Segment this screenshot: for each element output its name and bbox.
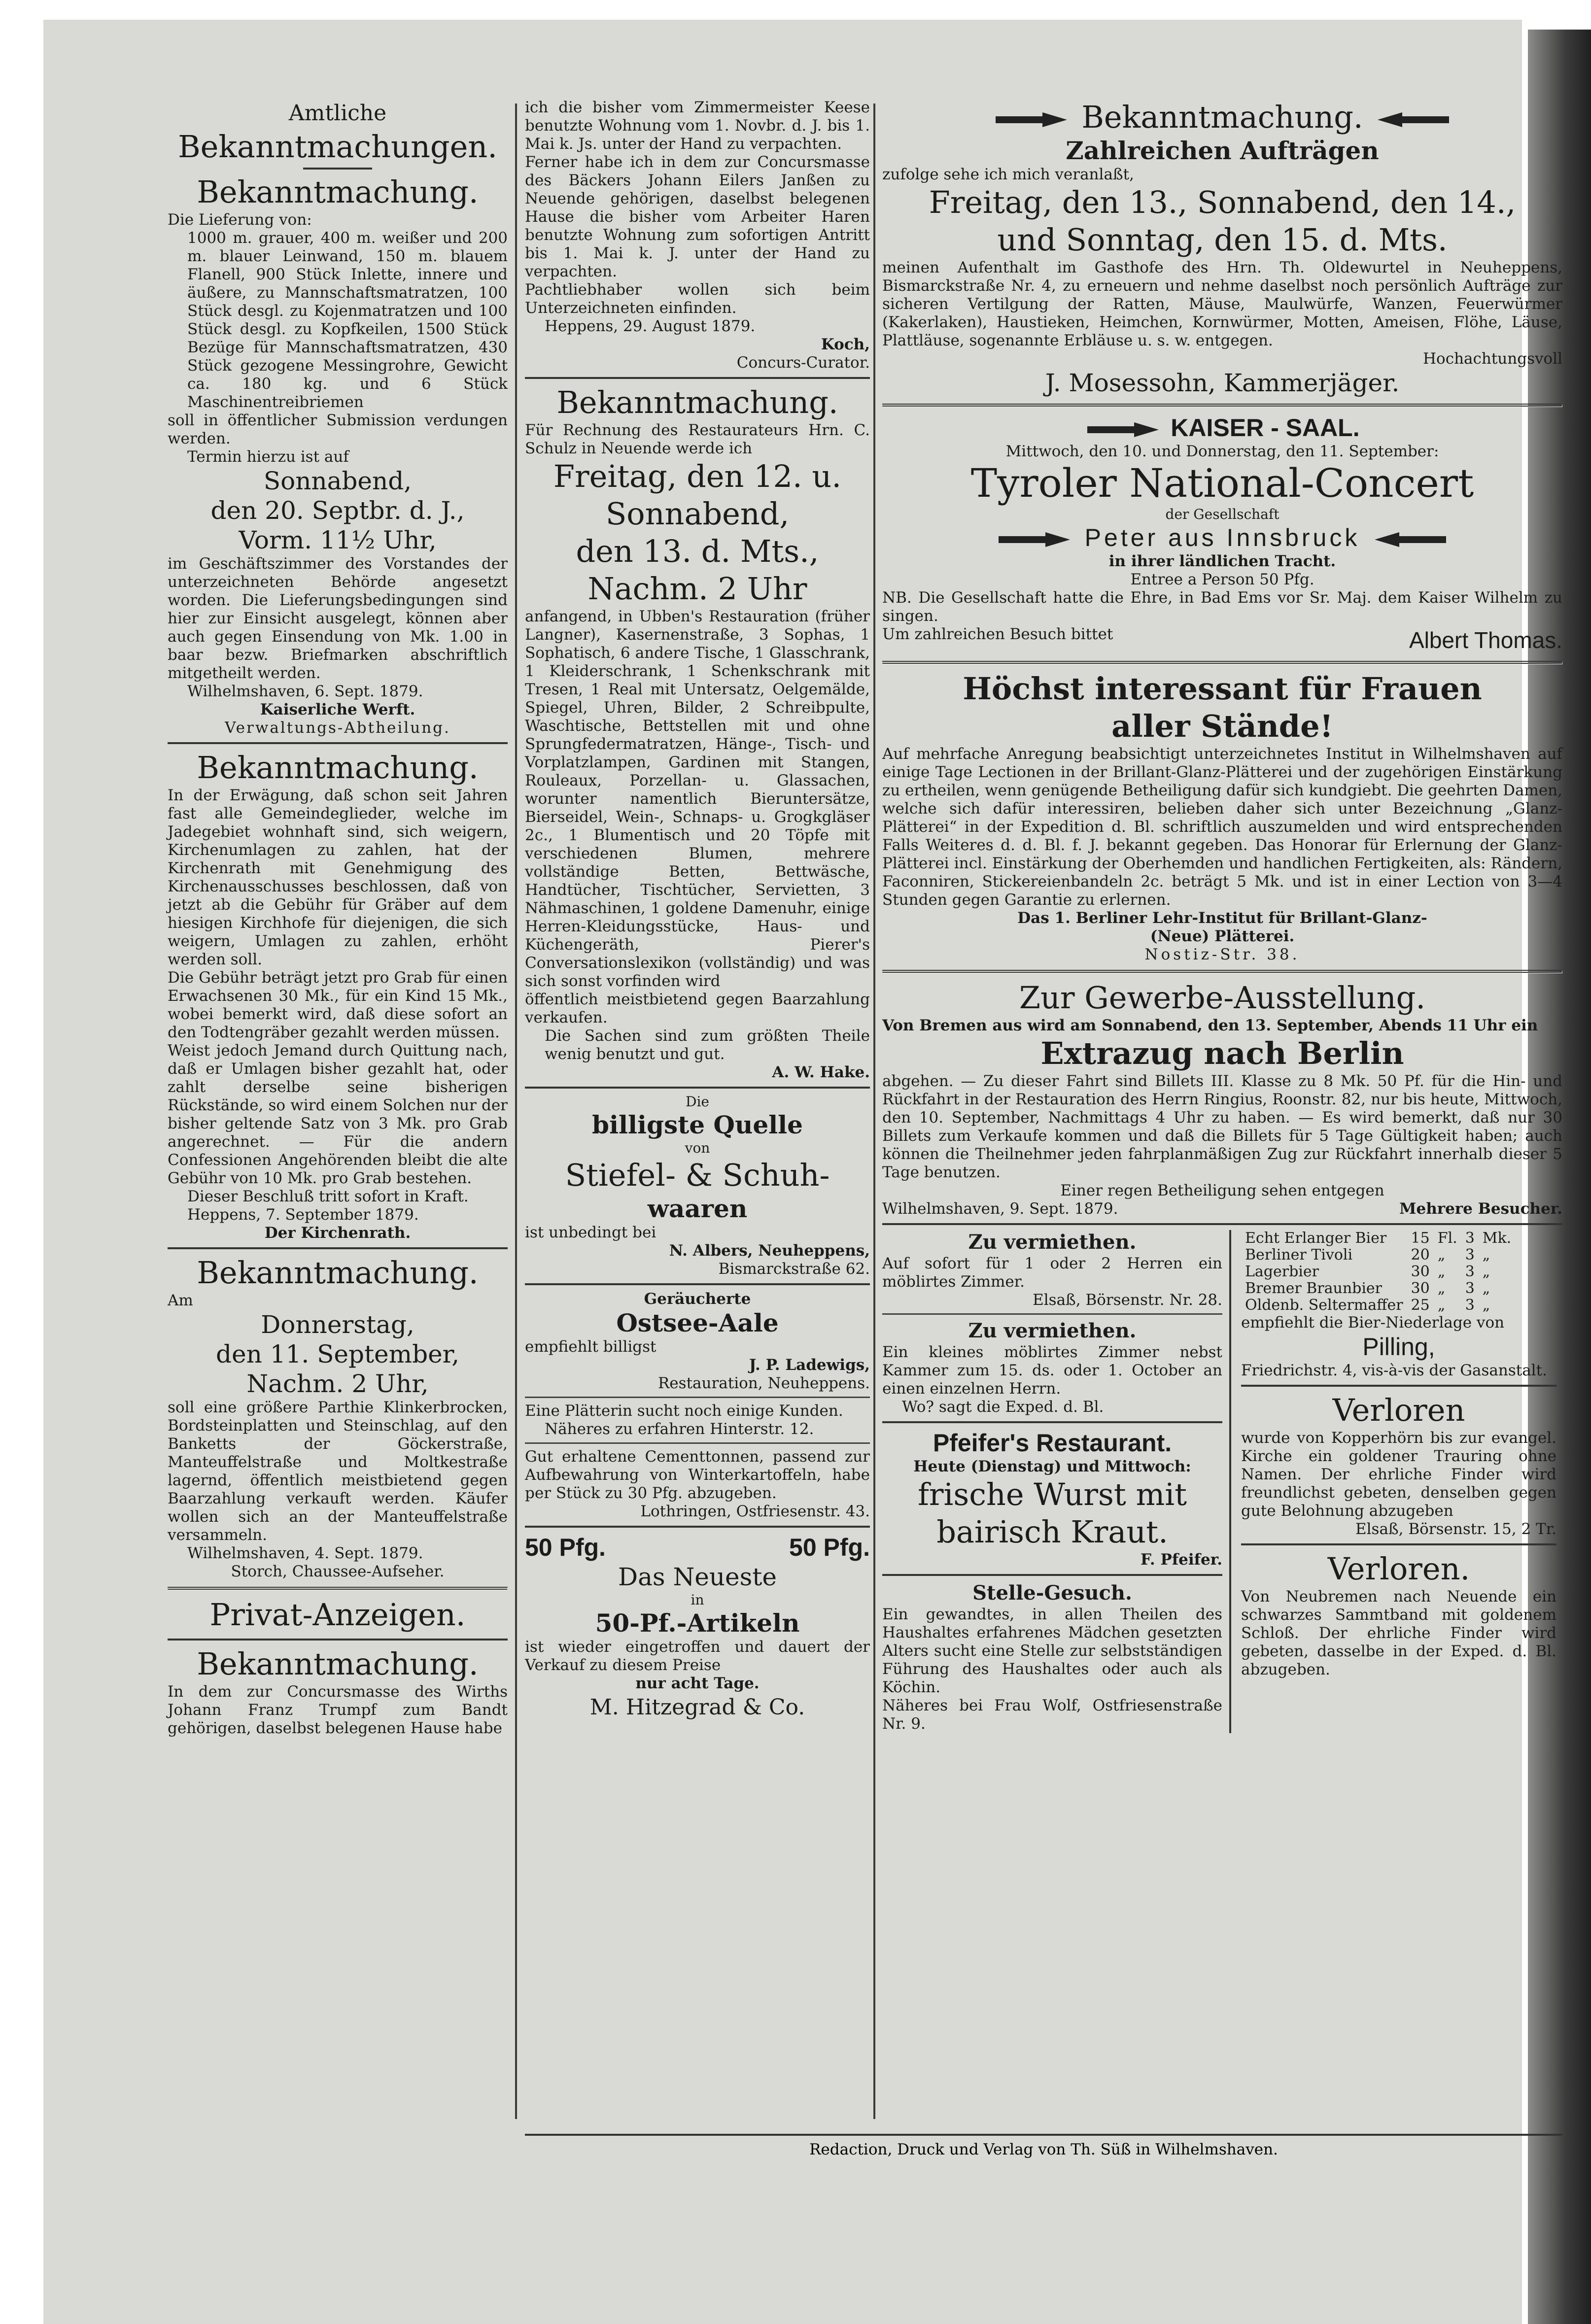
notice-date: den 11. September, <box>216 1340 459 1368</box>
beer-cur: „ <box>1482 1297 1490 1314</box>
ad-signature: Mehrere Besucher. <box>1399 1200 1562 1218</box>
notice-signature: Koch, <box>821 336 870 353</box>
ad-title: Zu vermiethen. <box>968 1230 1137 1254</box>
ad-text: Die <box>686 1094 709 1110</box>
beer-cur: „ <box>1482 1246 1490 1264</box>
beer-row <box>1241 1264 1515 1280</box>
ad-signature: N. Albers, Neuheppens, <box>669 1242 870 1260</box>
notice-text: öffentlich meistbietend gegen Baarzahlung verkaufen. <box>525 991 870 1026</box>
ad-text: von <box>685 1140 710 1156</box>
ad-text: Ein kleines möblirtes Zimmer nebst Kammer zum 15. ds. oder 1. October an einen einzelnen Herrn. <box>882 1343 1222 1398</box>
notice-date: den 20. Septbr. d. J., <box>210 496 465 525</box>
column-1 <box>168 99 508 1738</box>
ad-text: Entree a Person 50 Pfg. <box>1130 571 1314 588</box>
ad-headline: Peter aus Innsbruck <box>1084 524 1360 551</box>
ad-text: Auf sofort für 1 oder 2 Herren ein möblirtes Zimmer. <box>882 1255 1222 1291</box>
pointing-hand-right-icon <box>996 527 1075 552</box>
ad-shoes <box>525 1094 870 1278</box>
classifieds-right <box>1241 1230 1556 1733</box>
ad-headline: billigste Quelle <box>592 1110 803 1139</box>
ad-lost-band <box>1241 1550 1556 1679</box>
beer-unit: „ <box>1437 1263 1446 1280</box>
notice-text: Für Rechnung des Restaurateurs Hrn. C. Schulz in Neuende werde ich <box>525 421 870 457</box>
divider <box>882 1313 1222 1315</box>
beer-qty: 25 <box>1411 1297 1430 1314</box>
notice-date: den 13. d. Mts., <box>576 533 819 569</box>
notice-text: Die Sachen sind zum größten Theile wenig benutzt und gut. <box>545 1027 870 1063</box>
ad-signature: Elsaß, Börsenstr. Nr. 28. <box>1033 1291 1222 1309</box>
ad-title-row <box>882 413 1562 443</box>
beer-unit: „ <box>1437 1297 1446 1314</box>
ad-signature: Albert Thomas. <box>1409 627 1562 653</box>
heading-large: Bekanntmachungen. <box>178 129 497 165</box>
divider <box>882 1421 1222 1423</box>
ad-rent-2 <box>882 1319 1222 1416</box>
pointing-hand-right-icon <box>1085 417 1164 442</box>
ad-ironing-institute <box>882 670 1562 964</box>
ad-headline: Höchst interessant für Frauen <box>963 671 1482 707</box>
notice-auction <box>525 384 870 1082</box>
notice-concurs-cont <box>525 99 870 372</box>
ad-text: ist unbedingt bei <box>525 1224 657 1241</box>
notice-text: In dem zur Concursmasse des Wirths Johann Franz Trumpf zum Bandt gehörigen, daselbst belegenen Hause habe <box>168 1683 508 1737</box>
notice-date: Nachm. 2 Uhr <box>588 571 807 607</box>
ad-headline: Das Neueste <box>618 1563 777 1591</box>
divider <box>882 1574 1222 1576</box>
beer-price: 3 <box>1465 1297 1475 1314</box>
ad-text: Um zahlreichen Besuch bittet <box>882 625 1113 643</box>
beer-qty: 20 <box>1411 1246 1430 1264</box>
beer-cur: „ <box>1482 1263 1490 1280</box>
ad-title: Stelle-Gesuch. <box>972 1581 1132 1605</box>
beer-qty: 30 <box>1411 1263 1430 1280</box>
notice-date: Vorm. 11½ Uhr, <box>239 526 437 554</box>
ad-text: Näheres bei Frau Wolf, Ostfriesenstraße Nr. 9. <box>882 1697 1222 1733</box>
divider <box>525 1397 870 1398</box>
ad-headline: Extrazug nach Berlin <box>1040 1035 1404 1071</box>
ad-text: Wo? sagt die Exped. d. Bl. <box>902 1398 1104 1416</box>
ad-barrels <box>525 1448 870 1521</box>
notice-title: Bekanntmachung. <box>556 384 838 420</box>
notice-text: Die Lieferung von: <box>168 211 312 229</box>
ad-signature: J. P. Ladewigs, <box>749 1356 870 1374</box>
ad-nb <box>882 589 1562 625</box>
ad-signature: M. Hitzegrad & Co. <box>589 1695 805 1720</box>
classifieds-left <box>882 1230 1231 1733</box>
beer-price: 3 <box>1465 1230 1475 1247</box>
beer-price-table <box>1241 1230 1515 1314</box>
divider <box>882 970 1562 973</box>
classifieds-row <box>882 1230 1562 1733</box>
notice-text: Dieser Beschluß tritt sofort in Kraft. <box>187 1188 469 1205</box>
nb-text: Die Gesellschaft hatte die Ehre, in Bad Ems vor Sr. Maj. dem Kaiser Wilhelm zu singen. <box>882 589 1563 625</box>
ad-text: wurde von Kopperhörn bis zur evangel. Kirche ein goldener Trauring ohne Namen. Der ehrliche Finder wird freundlichst gebeten, denselben gegen gute Belohnung abzugeben <box>1241 1429 1556 1520</box>
notice-signature: Kaiserliche Werft. <box>260 701 415 718</box>
beer-row <box>1241 1280 1515 1297</box>
price-left: 50 Pfg. <box>525 1534 606 1561</box>
beer-cur: Mk. <box>1482 1230 1512 1247</box>
beer-unit: „ <box>1437 1246 1446 1264</box>
ad-text: Eine Plätterin sucht noch einige Kunden. <box>525 1402 843 1420</box>
notice-date: Freitag, den 12. u. <box>553 458 842 494</box>
ad-text: Näheres zu erfahren Hinterstr. 12. <box>545 1420 814 1438</box>
ad-text: nur acht Tage. <box>635 1675 760 1692</box>
beer-name: Oldenb. Seltermaffer <box>1245 1297 1403 1314</box>
beer-price: 3 <box>1465 1280 1475 1297</box>
ad-text: Von Neubremen nach Neuende ein schwarzes Sammtband mit goldenem Schloß. Der ehrliche Finder wird gebeten, dasselbe in der Exped. d. Bl. abzugeben. <box>1241 1588 1556 1678</box>
notice-concurs <box>168 1645 508 1738</box>
beer-row <box>1241 1297 1515 1314</box>
ad-signature: Restauration, Neuheppens. <box>657 1374 870 1392</box>
beer-name: Berliner Tivoli <box>1245 1246 1353 1264</box>
nb-label: NB. <box>882 589 912 607</box>
ad-headline: 50-Pf.-Artikeln <box>595 1608 800 1638</box>
notice-text: In der Erwägung, daß schon seit Jahren fast alle Gemeindeglieder, welche im Jadegebiet wohnhaft sind, sich weigern, Kirchenumlagen zu zahlen, hat der Kirchenrath mit Genehmigung des Kirchenausschusses beschlossen, daß von jetzt ab die Gebühr für Gräber auf dem hiesigen Kirchhofe für diejenigen, die sich weigern, Umlagen zu zahlen, erhöht werden soll. <box>168 786 508 968</box>
beer-qty: 30 <box>1411 1280 1430 1297</box>
ad-title-row <box>882 99 1562 136</box>
ad-text: in ihrer ländlichen Tracht. <box>1108 552 1336 570</box>
notice-title: Bekanntmachung. <box>197 1255 479 1291</box>
notice-date: Donnerstag, <box>261 1310 415 1339</box>
ad-text: in <box>691 1592 704 1608</box>
notice-text: im Geschäftszimmer des Vorstandes der unterzeichneten Behörde angesetzt worden. Die Lieferungsbedingungen sind hier zur Einsicht ausgelegt, können aber auch gegen Einsendung von Mk. 1.00 in baar bezw. Briefmarken abschriftlich mitgetheilt werden. <box>168 555 508 682</box>
divider <box>168 742 508 744</box>
divider <box>525 377 870 379</box>
ad-title: Bekanntmachung. <box>1081 99 1363 135</box>
column-rule <box>515 103 517 2119</box>
notice-signature: Der Kirchenrath. <box>264 1224 411 1242</box>
notice-place: Wilhelmshaven, 4. Sept. 1879. <box>187 1544 423 1562</box>
ad-signature: Lothringen, Ostfriesenstr. 43. <box>640 1503 870 1520</box>
ad-text: Auf mehrfache Anregung beabsichtigt unterzeichnetes Institut in Wilhelmshaven auf einige Tage Lectionen in der Brillant-Glanz-Plätterei und der zugehörigen Einstärkung zu ertheilen, wenn genügende Betheiligung dafür sich kundgiebt. Die geehrten Damen, welche sich dafür interessiren, belieben daher sich unter Bezeichnung „Glanz-Plätterei“ in der Expedition d. Bl. schriftlich auszumelden und wird entsprechenden Falls Weiteres d. d. Bl. f. J. bekannt gegeben. Das Honorar für Erlernung der Glanz-Plätterei incl. Einstärkung der Oberhemden und handlichen Fertigkeiten, als: Rändern, Faconniren, Stickereienbandeln 2c. beträgt 5 Mk. und ist in einer Lection von 3—4 Stunden gegen Garantie zu erlernen. <box>882 745 1562 909</box>
beer-name: Echt Erlanger Bier <box>1245 1230 1387 1247</box>
ad-headline-row <box>882 523 1562 552</box>
notice-text: ich die bisher vom Zimmermeister Keese benutzte Wohnung vom 1. Novbr. d. J. bis 1. Mai k. Js. unter der Hand zu verpachten. <box>525 99 870 153</box>
ad-title: Zur Gewerbe-Ausstellung. <box>1019 980 1426 1016</box>
notice-place: Heppens, 7. September 1879. <box>187 1206 419 1224</box>
ad-headline: aller Stände! <box>1111 708 1333 744</box>
ad-text: Mittwoch, den 10. und Donnerstag, den 11. September: <box>1005 443 1439 460</box>
notice-date: Sonnabend, <box>263 467 412 495</box>
ad-text: Friedrichstr. 4, vis-à-vis der Gasanstalt. <box>1241 1362 1547 1379</box>
notice-place: Heppens, 29. August 1879. <box>545 317 756 335</box>
notice-signature: A. W. Hake. <box>772 1063 870 1081</box>
ad-text: Heute (Dienstag) und Mittwoch: <box>913 1458 1191 1475</box>
ad-place: Wilhelmshaven, 9. Sept. 1879. <box>882 1200 1118 1218</box>
divider <box>168 1639 508 1640</box>
ad-headline: Tyroler National-Concert <box>970 460 1474 506</box>
notice-text: Am <box>168 1292 193 1309</box>
ad-text: ist wieder eingetroffen und dauert der Verkauf zu diesem Preise <box>525 1638 870 1674</box>
ad-text: Ein gewandtes, in allen Theilen des Haushaltes erfahrenes Mädchen gesetzten Alters sucht eine Stelle zur selbstständigen Führung des Haushaltes oder auch als Köchin. <box>882 1606 1222 1696</box>
beer-row <box>1241 1247 1515 1264</box>
price-right: 50 Pfg. <box>789 1534 870 1561</box>
ad-text: abgehen. — Zu dieser Fahrt sind Billets III. Klasse zu 8 Mk. 50 Pf. für die Hin- und Rückfahrt in der Restauration des Herrn Ringius, Roonstr. 82, nur bis heute, Mittwoch, den 10. September, Nachmittags 4 Uhr zu haben. — Es wird bemerkt, daß nur 30 Billets zum Verkaufe kommen und daß die Billets für 5 Tage Gültigkeit haben; auch können die Theilnehmer jeden fahrplanmäßigen Zug zur Rückfahrt innerhalb dieser 5 Tage benutzen. <box>882 1072 1562 1181</box>
notice-text: Termin hierzu ist auf <box>187 448 349 466</box>
ad-signature-row <box>882 625 1562 655</box>
ad-headline: Stiefel- & Schuh- <box>565 1157 830 1193</box>
footer-imprint: Redaction, Druck und Verlag von Th. Süß in Wilhelmshaven. <box>809 2141 1278 2158</box>
notice-title: Bekanntmachung. <box>197 750 479 786</box>
ad-date: Freitag, den 13., Sonnabend, den 14., <box>929 184 1516 220</box>
notice-text: Die Gebühr beträgt jetzt pro Grab für einen Erwachsenen 30 Mk., für ein Kind 15 Mk., wobei bemerkt wird, daß diese sofort an den Todtengräber gezahlt werden müssen. <box>168 969 508 1041</box>
ad-signature: Elsaß, Börsenstr. 15, 2 Tr. <box>1355 1520 1556 1538</box>
notice-title: Bekanntmachung. <box>197 174 479 210</box>
beer-cur: „ <box>1482 1280 1490 1297</box>
notice-delivery <box>168 173 508 737</box>
ad-job <box>882 1581 1222 1733</box>
ad-title: Verloren <box>1332 1392 1465 1428</box>
ad-title: Pfeifer's Restaurant. <box>933 1429 1172 1457</box>
ad-headline: Ostsee-Aale <box>616 1308 779 1337</box>
ad-text: Hochachtungsvoll <box>1423 350 1562 368</box>
ad-signature-row <box>882 1200 1562 1218</box>
notice-sale <box>168 1254 508 1581</box>
section-heading: Privat-Anzeigen. <box>209 1597 466 1633</box>
beer-name: Bremer Braunbier <box>1245 1280 1383 1297</box>
notice-text: Pachtliebhaber wollen sich beim Unterzeichneten einfinden. <box>525 281 870 317</box>
pointing-hand-left-icon <box>1373 107 1452 132</box>
notice-text: Ferner habe ich in dem zur Concursmasse des Bäckers Johann Eilers Janßen zu Neuende gehörigen, daselbst belegenen Hause die bisher vom Arbeiter Haren benutzte Wohnung zum sofortigen Antritt bis 1. Mai k. J. unter der Hand zu verpachten. <box>525 153 870 280</box>
ad-signature: Pilling, <box>1362 1333 1435 1361</box>
divider <box>882 404 1562 407</box>
beer-row <box>1241 1230 1515 1247</box>
ad-signature: F. Pfeifer. <box>1141 1551 1222 1569</box>
beer-unit: „ <box>1437 1280 1446 1297</box>
divider <box>168 1587 508 1590</box>
ad-signature: (Neue) Plätterei. <box>1150 927 1295 945</box>
ad-text: meinen Aufenthalt im Gasthofe des Hrn. Th. Oldewurtel in Neuheppens, Bismarckstraße Nr. 4, zu erneuern und nehme daselbst noch persönlich Aufträge zur sicheren Vertilgung der Ratten, Mäuse, Maulwürfe, Wanzen, Feuerwürmer (Kakerlaken), Haustieken, Heimchen, Kornwürmer, Motten, Ameisen, Flöhe, Läuse, Plattläuse, sogenannte Erbläuse u. s. w. entgegen. <box>882 259 1562 349</box>
column-3 <box>882 99 1562 1733</box>
ad-headline: Zahlreichen Aufträgen <box>1066 136 1379 165</box>
ad-text: Einer regen Betheiligung sehen entgegen <box>1060 1182 1384 1199</box>
notice-text: soll in öffentlicher Submission verdungen werden. <box>168 411 508 447</box>
notice-text: anfangend, in Ubben's Restauration (früher Langner), Kasernenstraße, 3 Sophas, 1 Sophatisch, 6 andere Tische, 1 Glasschrank, 1 Kleiderschrank, 1 Schenkschrank mit Tresen, 1 Real mit Untersatz, Oelgemälde, Spiegel, Uhren, Bilder, 2 Schreibpulte, Waschtische, Bettstellen mit und ohne Sprungfedermatratzen, Hänge-, Tisch- und Vorplatzlampen, Gardinen mit Stangen, Rouleaux, Porzellan- u. Glassachen, worunter namentlich Bieruntersätze, Bierseidel, Wein-, Schnaps- u. Grogkgläser 2c., 1 Blumentisch und 20 Töpfe mit verschiedenen Blumen, mehrere vollständige Betten, Bettwäsche, Handtücher, Tischtücher, Servietten, 3 Nähmaschinen, 1 goldene Damenuhr, einige Herren-Kleidungsstücke, Haus- und Küchengeräth, Pierer's Conversationslexikon (vollständig) und was sich sonst vorfinden wird <box>525 608 870 990</box>
notice-signature: Storch, Chaussee-Aufseher. <box>231 1563 445 1580</box>
ad-lost-ring <box>1241 1392 1556 1538</box>
column-rule <box>873 103 875 2119</box>
column-2 <box>525 99 870 1722</box>
ad-exterminator <box>882 99 1562 398</box>
ad-signature: Bismarckstraße 62. <box>718 1260 870 1278</box>
divider <box>525 1526 870 1528</box>
beer-price: 3 <box>1465 1246 1475 1264</box>
divider <box>1241 1385 1556 1387</box>
ad-signature: J. Mosessohn, Kammerjäger. <box>1045 369 1400 397</box>
ad-text: zufolge sehe ich mich veranlaßt, <box>882 166 1134 183</box>
pointing-hand-right-icon <box>993 107 1072 132</box>
divider <box>525 1442 870 1444</box>
notice-text: 1000 m. grauer, 400 m. weißer und 200 m. blauer Leinwand, 150 m. blauem Flanell, 900 Stück Inlette, innere und äußere, zu Mannschaftsmatratzen, 100 Stück desgl. zu Kojenmatratzen und 100 Stück desgl. zu Kopfkeilen, 1500 Stück Bezüge für Mannschaftsmatratzen, 430 Stück gezogene Messingrohre, Gewicht ca. 180 kg. und 6 Stück Maschinentreibriemen <box>187 229 508 411</box>
ad-rent-1 <box>882 1230 1222 1309</box>
ad-headline: bairisch Kraut. <box>936 1514 1168 1550</box>
divider <box>882 1223 1562 1225</box>
ad-beer <box>1241 1230 1556 1380</box>
ad-text: Von Bremen aus wird am Sonnabend, den 13. September, Abends 11 Uhr ein <box>882 1017 1538 1034</box>
ad-headline: waaren <box>647 1194 748 1223</box>
ad-signature: Das 1. Berliner Lehr-Institut für Brillant-Glanz- <box>1017 909 1427 927</box>
ad-eels <box>525 1290 870 1393</box>
ad-text: empfiehlt billigst <box>525 1338 657 1356</box>
ad-concert <box>882 413 1562 655</box>
price-row <box>525 1533 870 1562</box>
divider <box>168 1247 508 1249</box>
ad-50pf <box>525 1533 870 1722</box>
notice-signature: Verwaltungs-Abtheilung. <box>225 719 450 737</box>
ad-text: empfiehlt die Bier-Niederlage von <box>1241 1314 1505 1332</box>
ad-text: Gut erhaltene Cementtonnen, passend zur Aufbewahrung von Winterkartoffeln, habe per Stück zu 30 Pfg. abzugeben. <box>525 1448 870 1502</box>
ad-ironer <box>525 1402 870 1438</box>
notice-text: Weist jedoch Jemand durch Quittung nach, daß er Umlagen bisher gezahlt hat, oder zahlt derselbe seine bisherigen Rückstände, so wird einem Solchen nur der bisher geltende Satz von 3 Mk. pro Grab angerechnet. — Für die andern Confessionen Angehörenden bleibt die alte Gebühr von 10 Mk. pro Grab bestehen. <box>168 1042 508 1187</box>
divider <box>303 168 372 170</box>
ad-extra-train <box>882 979 1562 1218</box>
ad-title: Verloren. <box>1327 1551 1470 1587</box>
beer-unit: Fl. <box>1437 1230 1457 1247</box>
ad-restaurant <box>882 1428 1222 1569</box>
notice-church <box>168 749 508 1242</box>
beer-name: Lagerbier <box>1245 1263 1319 1280</box>
divider <box>882 661 1562 664</box>
notice-title: Bekanntmachung. <box>197 1646 479 1682</box>
notice-signature: Concurs-Curator. <box>736 354 870 372</box>
heading-small: Amtliche <box>288 101 387 126</box>
divider <box>1241 1543 1556 1545</box>
notice-place: Wilhelmshaven, 6. Sept. 1879. <box>187 683 423 700</box>
ad-title: KAISER - SAAL. <box>1171 414 1360 442</box>
ad-title: Zu vermiethen. <box>968 1319 1137 1342</box>
ad-text: Geräucherte <box>644 1290 751 1308</box>
ad-date: und Sonntag, den 15. d. Mts. <box>997 222 1448 258</box>
ad-headline: frische Wurst mit <box>917 1476 1187 1512</box>
notice-text: soll eine größere Parthie Klinkerbrocken, Bordsteinplatten und Steinschlag, auf den Banketts der Göckerstraße, Manteuffelstraße und Moltkestraße lagernd, öffentlich meistbietend gegen Baarzahlung verkauft werden. Käufer wollen sich an der Manteuffelstraße versammeln. <box>168 1399 508 1544</box>
beer-qty: 15 <box>1411 1230 1430 1247</box>
divider <box>525 1283 870 1285</box>
ad-text: der Gesellschaft <box>1165 506 1280 522</box>
beer-price: 3 <box>1465 1263 1475 1280</box>
footer <box>525 2134 1562 2159</box>
ad-signature: Nostiz-Str. 38. <box>1144 946 1300 963</box>
notice-date: Sonnabend, <box>605 496 790 532</box>
notice-date: Nachm. 2 Uhr, <box>246 1369 429 1398</box>
pointing-hand-left-icon <box>1370 527 1449 552</box>
divider <box>525 1087 870 1089</box>
